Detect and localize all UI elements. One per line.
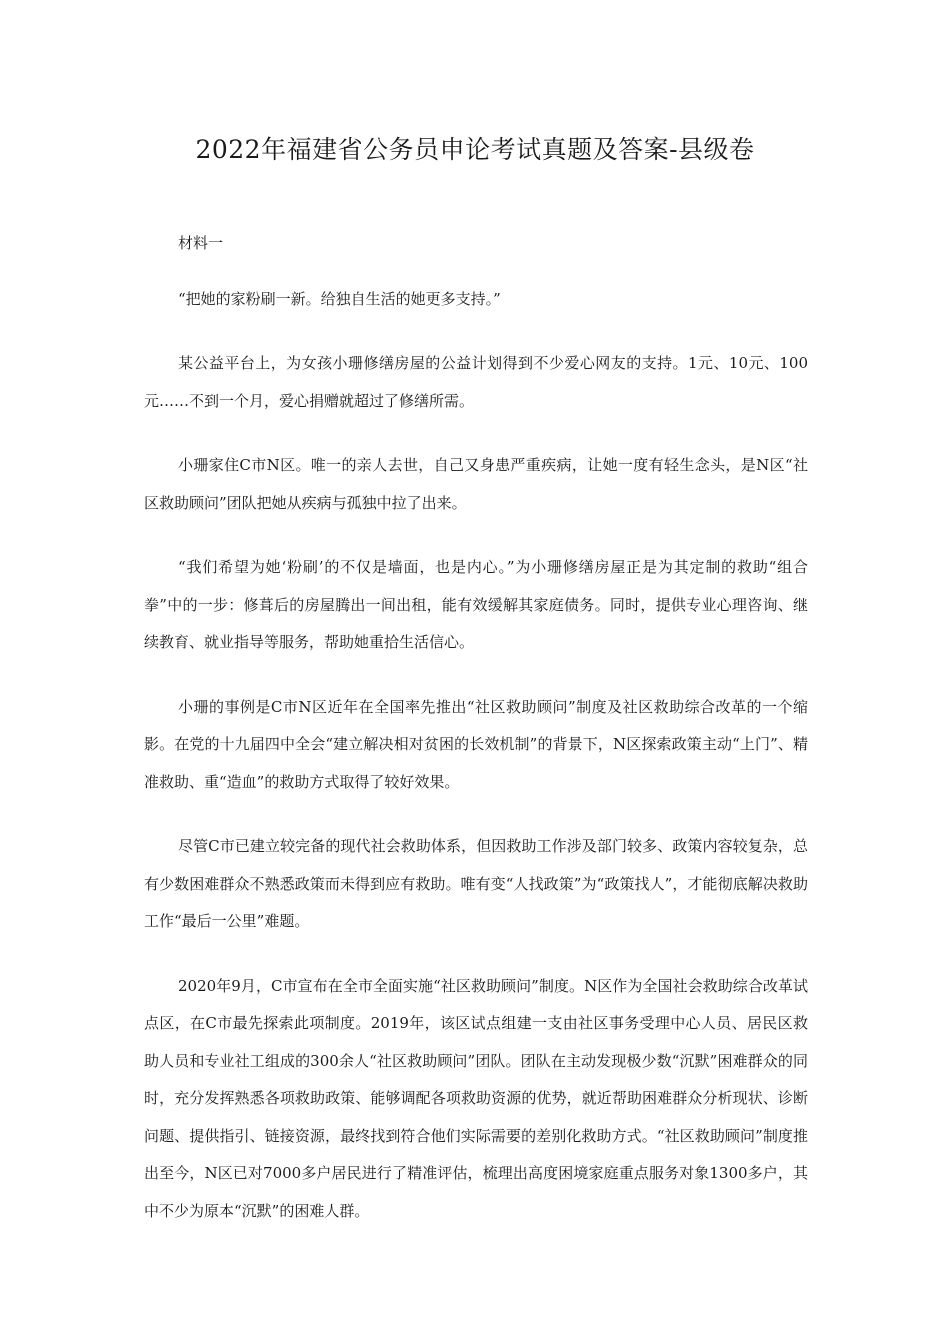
paragraph-background: 小珊家住C市N区。唯一的亲人去世，自己又身患严重疾病，让她一度有轻生念头，是N区“社区救助顾问”团队把她从疾病与孤独中拉了出来。 <box>144 456 808 512</box>
document-body <box>144 225 808 1257</box>
document-title: 2022年福建省公务员申论考试真题及答案-县级卷 <box>195 135 755 164</box>
paragraph-donation: 某公益平台上，为女孩小珊修缮房屋的公益计划得到不少爱心网友的支持。1元、10元、100元……不到一个月，爱心捐赠就超过了修缮所需。 <box>144 354 808 410</box>
paragraph-combination: “我们希望为她‘粉刷’的不仅是墙面，也是内心。”为小珊修缮房屋正是为其定制的救助“组合拳”中的一步：修葺后的房屋腾出一间出租，能有效缓解其家庭债务。同时，提供专业心理咨询、继续教育、就业指导等服务，帮助她重拾生活信心。 <box>144 558 808 651</box>
paragraph-system: 2020年9月，C市宣布在全市全面实施“社区救助顾问”制度。N区作为全国社会救助综合改革试点区，在C市最先探索此项制度。2019年，该区试点组建一支由社区事务受理中心人员、居民区救助人员和专业社工组成的300余人“社区救助顾问”团队。团队在主动发现极少数“沉默”困难群众的同时，充分发挥熟悉各项救助政策、能够调配各项救助资源的优势，就近帮助困难群众分析现状、诊断问题、提供指引、链接资源，最终找到符合他们实际需要的差别化救助方式。“社区救助顾问”制度推出至今，N区已对7000多户居民进行了精准评估，梳理出高度困境家庭重点服务对象1300多户，其中不少为原本“沉默”的困难人群。 <box>144 976 808 1220</box>
section-label: 材料一 <box>178 234 224 252</box>
paragraph-problem: 尽管C市已建立较完备的现代社会救助体系，但因救助工作涉及部门较多、政策内容较复杂，总有少数困难群众不熟悉政策而未得到应有救助。唯有变“人找政策”为“政策找人”，才能彻底解决救助工作“最后一公里”难题。 <box>144 837 808 930</box>
paragraph-quote: “把她的家粉刷一新。给独自生活的她更多支持。” <box>178 289 501 308</box>
paragraph-reform: 小珊的事例是C市N区近年在全国率先推出“社区救助顾问”制度及社区救助综合改革的一个缩影。在党的十九届四中全会“建立解决相对贫困的长效机制”的背景下，N区探索政策主动“上门”、精准救助、重“造血”的救助方式取得了较好效果。 <box>144 697 808 791</box>
